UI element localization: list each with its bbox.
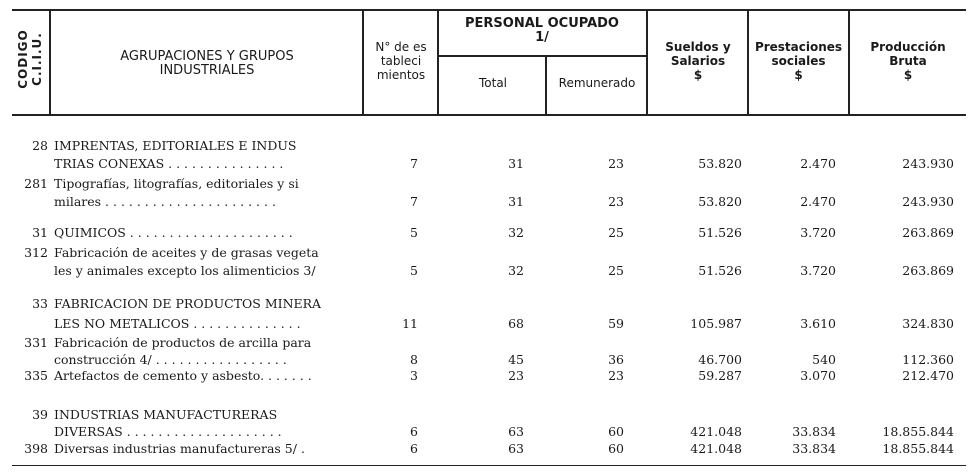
top-rule bbox=[12, 9, 966, 11]
row-total: 32 bbox=[508, 225, 524, 240]
row-paid: 25 bbox=[608, 263, 624, 278]
row-desc-line-1: Tipografías, litografías, editoriales y si bbox=[54, 176, 299, 191]
row-paid: 23 bbox=[608, 368, 624, 383]
row-desc-line-1: INDUSTRIAS MANUFACTURERAS bbox=[54, 407, 278, 422]
row-paid: 36 bbox=[608, 352, 624, 367]
production-header-currency: $ bbox=[903, 68, 913, 82]
row-benefits: 3.720 bbox=[800, 263, 836, 278]
row-total: 68 bbox=[508, 316, 524, 331]
row-benefits: 33.834 bbox=[792, 441, 836, 456]
row-desc-line-1: Fabricación de aceites y de grasas vegeta bbox=[54, 245, 319, 260]
row-paid: 23 bbox=[608, 156, 624, 171]
wages-header-line-2: Salarios bbox=[670, 54, 726, 68]
paid-column-header: Remunerado bbox=[558, 76, 636, 90]
row-desc-line-1: Artefactos de cemento y asbesto. . . . . . . bbox=[54, 368, 312, 383]
row-wages: 59.287 bbox=[698, 368, 742, 383]
row-desc-line-2: TRIAS CONEXAS . . . . . . . . . . . . . . . bbox=[54, 156, 284, 171]
establishments-header-line-3: mientos bbox=[376, 68, 426, 82]
row-paid: 59 bbox=[608, 316, 624, 331]
groups-column-header bbox=[52, 50, 362, 78]
production-header-line-1: Producción bbox=[870, 40, 946, 54]
row-wages: 105.987 bbox=[690, 316, 742, 331]
row-production: 263.869 bbox=[902, 225, 954, 240]
row-code: 335 bbox=[24, 368, 48, 383]
row-wages: 51.526 bbox=[698, 225, 742, 240]
benefits-header-currency: $ bbox=[794, 68, 803, 82]
establishments-header-line-1: N° de es bbox=[375, 40, 427, 54]
code-column-header bbox=[16, 14, 44, 104]
row-paid: 60 bbox=[608, 441, 624, 456]
benefits-column-header bbox=[749, 40, 848, 82]
row-establishments: 3 bbox=[410, 368, 418, 383]
row-production: 212.470 bbox=[902, 368, 954, 383]
row-wages: 53.820 bbox=[698, 156, 742, 171]
row-establishments: 5 bbox=[410, 263, 418, 278]
row-total: 63 bbox=[508, 424, 524, 439]
row-code: 39 bbox=[32, 407, 48, 422]
row-benefits: 540 bbox=[812, 352, 836, 367]
row-total: 31 bbox=[508, 156, 524, 171]
groups-header-line-1: AGRUPACIONES Y GRUPOS bbox=[120, 49, 294, 64]
row-code: 312 bbox=[24, 245, 48, 260]
row-wages: 53.820 bbox=[698, 194, 742, 209]
row-establishments: 6 bbox=[410, 424, 418, 439]
row-wages: 421.048 bbox=[690, 424, 742, 439]
col-divider-code bbox=[49, 9, 51, 116]
establishments-column-header bbox=[364, 40, 438, 82]
row-benefits: 33.834 bbox=[792, 424, 836, 439]
row-wages: 421.048 bbox=[690, 441, 742, 456]
row-desc-line-2: construcción 4/ . . . . . . . . . . . . . . . . . bbox=[54, 352, 287, 367]
row-code: 331 bbox=[24, 335, 48, 350]
benefits-header-line-1: Prestaciones bbox=[754, 40, 843, 54]
row-desc-line-2: les y animales excepto los alimenticios 3/ bbox=[54, 263, 316, 278]
row-production: 18.855.844 bbox=[882, 441, 954, 456]
row-wages: 51.526 bbox=[698, 263, 742, 278]
wages-header-currency: $ bbox=[693, 68, 703, 82]
establishments-header-line-2: tableci bbox=[380, 54, 422, 68]
row-paid: 60 bbox=[608, 424, 624, 439]
row-desc-line-1: Diversas industrias manufactureras 5/ . bbox=[54, 441, 305, 456]
production-header-line-2: Bruta bbox=[889, 54, 927, 68]
code-header-line-1: CODIGO bbox=[16, 29, 30, 89]
personal-header-footnote: 1/ bbox=[535, 30, 549, 45]
row-desc-line-2: LES NO METALICOS . . . . . . . . . . . . . . bbox=[54, 316, 301, 331]
row-establishments: 7 bbox=[410, 194, 418, 209]
row-desc-line-1: IMPRENTAS, EDITORIALES E INDUS bbox=[54, 138, 297, 153]
row-benefits: 3.610 bbox=[800, 316, 836, 331]
row-production: 243.930 bbox=[902, 194, 954, 209]
row-establishments: 6 bbox=[410, 441, 418, 456]
row-desc-line-2: milares . . . . . . . . . . . . . . . . . . . . . . bbox=[54, 194, 276, 209]
personal-subheader-rule bbox=[437, 55, 647, 57]
groups-header-line-2: INDUSTRIALES bbox=[159, 63, 255, 78]
row-benefits: 2.470 bbox=[800, 156, 836, 171]
code-header-line-2: C.I.I.U. bbox=[30, 32, 44, 86]
row-code: 28 bbox=[32, 138, 48, 153]
row-paid: 25 bbox=[608, 225, 624, 240]
personal-column-header bbox=[437, 17, 647, 45]
row-establishments: 11 bbox=[402, 316, 418, 331]
wages-column-header bbox=[649, 40, 747, 82]
row-wages: 46.700 bbox=[698, 352, 742, 367]
wages-header-line-1: Sueldos y bbox=[665, 40, 731, 54]
row-benefits: 2.470 bbox=[800, 194, 836, 209]
row-desc-line-1: FABRICACION DE PRODUCTOS MINERA bbox=[54, 296, 322, 311]
row-benefits: 3.720 bbox=[800, 225, 836, 240]
benefits-header-line-2: sociales bbox=[771, 54, 826, 68]
personal-header-line-1: PERSONAL OCUPADO bbox=[465, 16, 619, 31]
header-bottom-rule bbox=[12, 114, 966, 116]
row-establishments: 5 bbox=[410, 225, 418, 240]
total-column-header: Total bbox=[478, 76, 508, 90]
row-total: 23 bbox=[508, 368, 524, 383]
row-benefits: 3.070 bbox=[800, 368, 836, 383]
row-code: 281 bbox=[24, 176, 48, 191]
production-column-header bbox=[850, 40, 966, 82]
row-code: 398 bbox=[24, 441, 48, 456]
row-desc-line-1: QUIMICOS . . . . . . . . . . . . . . . . . . . . . bbox=[54, 225, 293, 240]
row-total: 45 bbox=[508, 352, 524, 367]
row-establishments: 8 bbox=[410, 352, 418, 367]
row-paid: 23 bbox=[608, 194, 624, 209]
row-production: 243.930 bbox=[902, 156, 954, 171]
row-total: 63 bbox=[508, 441, 524, 456]
row-desc-line-2: DIVERSAS . . . . . . . . . . . . . . . . . . . . bbox=[54, 424, 282, 439]
row-desc-line-1: Fabricación de productos de arcilla para bbox=[54, 335, 312, 350]
bottom-rule bbox=[12, 465, 966, 466]
row-code: 31 bbox=[32, 225, 48, 240]
row-code: 33 bbox=[32, 296, 48, 311]
row-establishments: 7 bbox=[410, 156, 418, 171]
row-production: 263.869 bbox=[902, 263, 954, 278]
row-production: 112.360 bbox=[902, 352, 954, 367]
row-total: 32 bbox=[508, 263, 524, 278]
row-total: 31 bbox=[508, 194, 524, 209]
row-production: 18.855.844 bbox=[882, 424, 954, 439]
row-production: 324.830 bbox=[902, 316, 954, 331]
